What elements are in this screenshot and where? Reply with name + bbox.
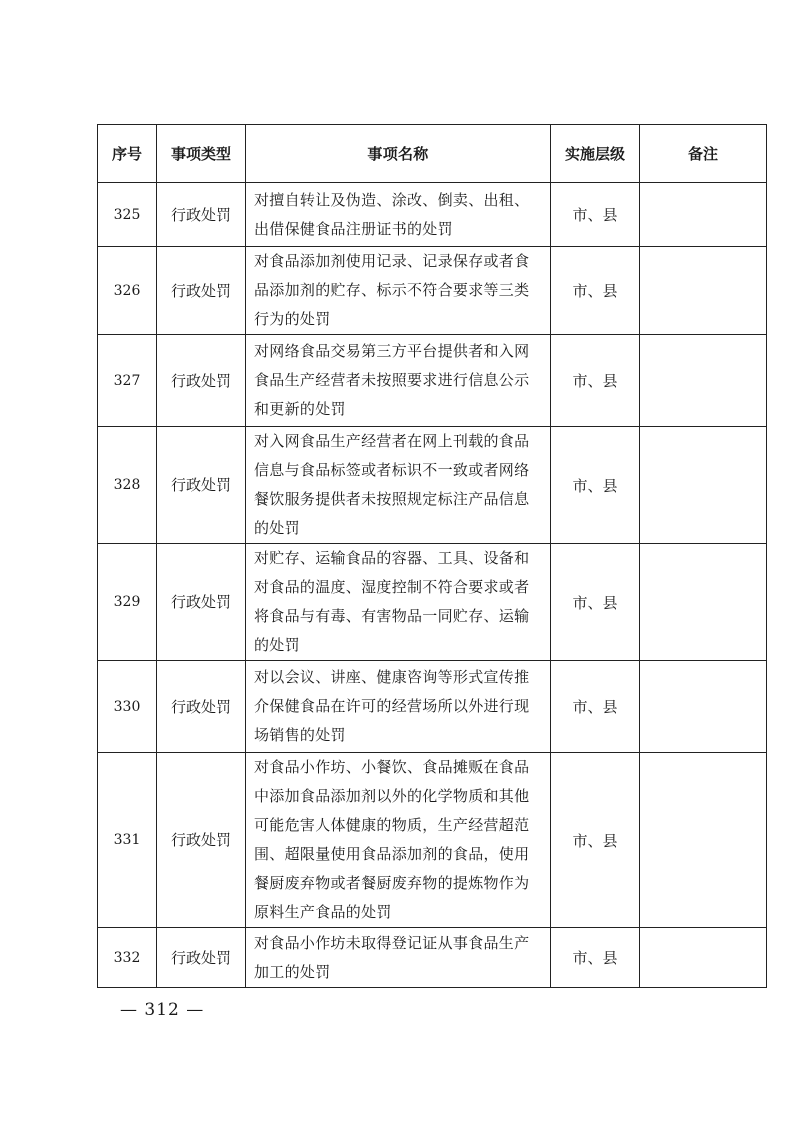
row-note — [640, 335, 767, 427]
row-name: 对食品小作坊、小餐饮、食品摊贩在食品中添加食品添加剂以外的化学物质和其他可能危害人体健康的物质，生产经营超范围、超限量使用食品添加剂的食品，使用餐厨废弃物或者餐厨废弃物的提炼物作为原料生产食品的处罚 — [246, 753, 551, 928]
table-row — [98, 661, 767, 753]
row-level: 市、县 — [551, 335, 640, 427]
row-type: 行政处罚 — [157, 661, 246, 753]
row-level: 市、县 — [551, 544, 640, 661]
row-no: 328 — [98, 427, 157, 544]
table-header-row — [98, 125, 767, 183]
row-name: 对入网食品生产经营者在网上刊载的食品信息与食品标签或者标识不一致或者网络餐饮服务提供者未按照规定标注产品信息的处罚 — [246, 427, 551, 544]
row-level: 市、县 — [551, 427, 640, 544]
items-table — [97, 124, 767, 988]
table-row — [98, 928, 767, 988]
row-name: 对擅自转让及伪造、涂改、倒卖、出租、出借保健食品注册证书的处罚 — [246, 183, 551, 247]
row-no: 327 — [98, 335, 157, 427]
row-type: 行政处罚 — [157, 928, 246, 988]
row-note — [640, 247, 767, 335]
row-type: 行政处罚 — [157, 247, 246, 335]
table-row — [98, 753, 767, 928]
row-no: 325 — [98, 183, 157, 247]
table-row — [98, 427, 767, 544]
row-type: 行政处罚 — [157, 427, 246, 544]
row-type: 行政处罚 — [157, 544, 246, 661]
header-type: 事项类型 — [157, 125, 246, 183]
header-name: 事项名称 — [246, 125, 551, 183]
table-row — [98, 544, 767, 661]
row-level: 市、县 — [551, 183, 640, 247]
row-name: 对食品添加剂使用记录、记录保存或者食品添加剂的贮存、标示不符合要求等三类行为的处罚 — [246, 247, 551, 335]
row-level: 市、县 — [551, 928, 640, 988]
row-note — [640, 183, 767, 247]
row-name: 对网络食品交易第三方平台提供者和入网食品生产经营者未按照要求进行信息公示和更新的处罚 — [246, 335, 551, 427]
table-row — [98, 247, 767, 335]
row-type: 行政处罚 — [157, 753, 246, 928]
row-name: 对食品小作坊未取得登记证从事食品生产加工的处罚 — [246, 928, 551, 988]
header-level: 实施层级 — [551, 125, 640, 183]
table-row — [98, 183, 767, 247]
row-no: 329 — [98, 544, 157, 661]
table-row — [98, 335, 767, 427]
row-note — [640, 928, 767, 988]
row-note — [640, 427, 767, 544]
header-no: 序号 — [98, 125, 157, 183]
row-type: 行政处罚 — [157, 183, 246, 247]
row-level: 市、县 — [551, 247, 640, 335]
row-level: 市、县 — [551, 753, 640, 928]
row-note — [640, 661, 767, 753]
row-name: 对贮存、运输食品的容器、工具、设备和对食品的温度、湿度控制不符合要求或者将食品与有毒、有害物品一同贮存、运输的处罚 — [246, 544, 551, 661]
header-note: 备注 — [640, 125, 767, 183]
row-note — [640, 753, 767, 928]
row-no: 331 — [98, 753, 157, 928]
row-note — [640, 544, 767, 661]
row-no: 332 — [98, 928, 157, 988]
row-no: 326 — [98, 247, 157, 335]
row-level: 市、县 — [551, 661, 640, 753]
row-type: 行政处罚 — [157, 335, 246, 427]
page-number: — 312 — — [120, 1000, 205, 1020]
row-name: 对以会议、讲座、健康咨询等形式宣传推介保健食品在许可的经营场所以外进行现场销售的处罚 — [246, 661, 551, 753]
row-no: 330 — [98, 661, 157, 753]
